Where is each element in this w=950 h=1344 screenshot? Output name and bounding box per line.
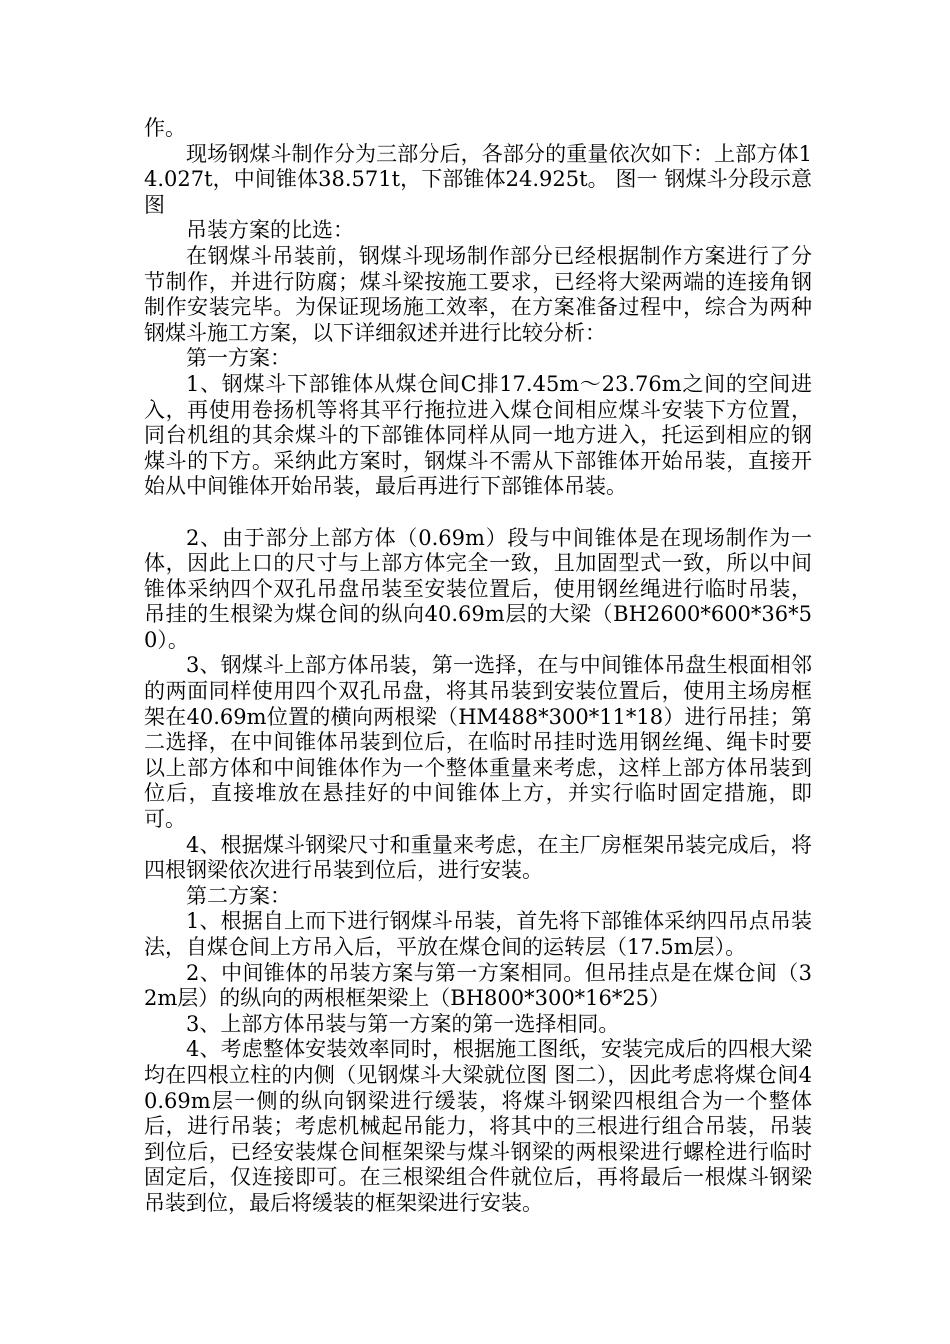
paragraph-plan-one-item-2: 2、由于部分上部方体（0.69m）段与中间锥体是在现场制作为一体，因此上口的尺寸与上部方体完全一致，且加固型式一致，所以中间锥体采纳四个双孔吊盘吊装至安装位置后，使用钢丝绳进行临时吊装，吊挂的生根梁为煤仓间的纵向40.69m层的大梁（BH2600*600*36*50）。 [144, 525, 812, 652]
paragraph-spacer [144, 500, 812, 526]
paragraph-heading-comparison: 吊装方案的比选： [186, 218, 354, 243]
paragraph-heading-plan-one: 第一方案： [186, 346, 291, 371]
paragraph-intro: 在钢煤斗吊装前，钢煤斗现场制作部分已经根据制作方案进行了分节制作，并进行防腐；煤斗梁按施工要求，已经将大梁两端的连接角钢制作安装完毕。为保证现场施工效率，在方案准备过程中，综合为两种钢煤斗施工方案，以下详细叙述并进行比较分析： [144, 243, 812, 345]
paragraph-plan-two-item-4: 4、考虑整体安装效率同时，根据施工图纸，安装完成后的四根大梁均在四根立柱的内侧（见钢煤斗大梁就位图 图二），因此考虑将煤仓间40.69m层一侧的纵向钢梁进行缓装，将煤斗钢梁四根组合为一个整体后，进行吊装；考虑机械起吊能力，将其中的三根进行组合吊装，吊装到位后，已经安装煤仓间框架梁与煤斗钢梁的两根梁进行螺栓进行临时固定后，仅连接即可。在三根梁组合件就位后，再将最后一根煤斗钢梁吊装到位，最后将缓装的框架梁进行安装。 [144, 1037, 812, 1215]
paragraph-weights: 现场钢煤斗制作分为三部分后，各部分的重量依次如下：上部方体14.027t，中间锥体38.571t，下部锥体24.925t。 图一 钢煤斗分段示意图 [144, 141, 812, 217]
paragraph-plan-one-item-1: 1、钢煤斗下部锥体从煤仓间C排17.45m～23.76m之间的空间进入，再使用卷扬机等将其平行拖拉进入煤仓间相应煤斗安装下方位置，同台机组的其余煤斗的下部锥体同样从同一地方进入，托运到相应的钢煤斗的下方。采纳此方案时，钢煤斗不需从下部锥体开始吊装，直接开始从中间锥体开始吊装，最后再进行下部锥体吊装。 [144, 371, 812, 499]
document-body [144, 116, 812, 1217]
paragraph-plan-one-item-4: 4、根据煤斗钢梁尺寸和重量来考虑，在主厂房框架吊装完成后，将四根钢梁依次进行吊装到位后，进行安装。 [144, 832, 812, 883]
paragraph-heading-plan-two: 第二方案： [186, 883, 291, 908]
paragraph-plan-two-item-1: 1、根据自上而下进行钢煤斗吊装，首先将下部锥体采纳四吊点吊装法，自煤仓间上方吊入后，平放在煤仓间的运转层（17.5m层）。 [144, 909, 812, 959]
paragraph-plan-one-item-3: 3、钢煤斗上部方体吊装，第一选择，在与中间锥体吊盘生根面相邻的两面同样使用四个双孔吊盘，将其吊装到安装位置后，使用主场房框架在40.69m位置的横向两根梁（HM488*300*11*18）进行吊挂；第二选择，在中间锥体吊装到位后，在临时吊挂时选用钢丝绳、绳卡时要以上部方体和中间锥体作为一个整体重量来考虑，这样上部方体吊装到位后，直接堆放在悬挂好的中间锥体上方，并实行临时固定措施，即可。 [144, 653, 812, 832]
paragraph-continuation: 作。 [144, 116, 186, 140]
paragraph-plan-two-item-2: 2、中间锥体的吊装方案与第一方案相同。但吊挂点是在煤仓间（32m层）的纵向的两根框架梁上（BH800*300*16*25） [144, 960, 812, 1011]
paragraph-plan-two-item-3: 3、上部方体吊装与第一方案的第一选择相同。 [186, 1011, 620, 1036]
